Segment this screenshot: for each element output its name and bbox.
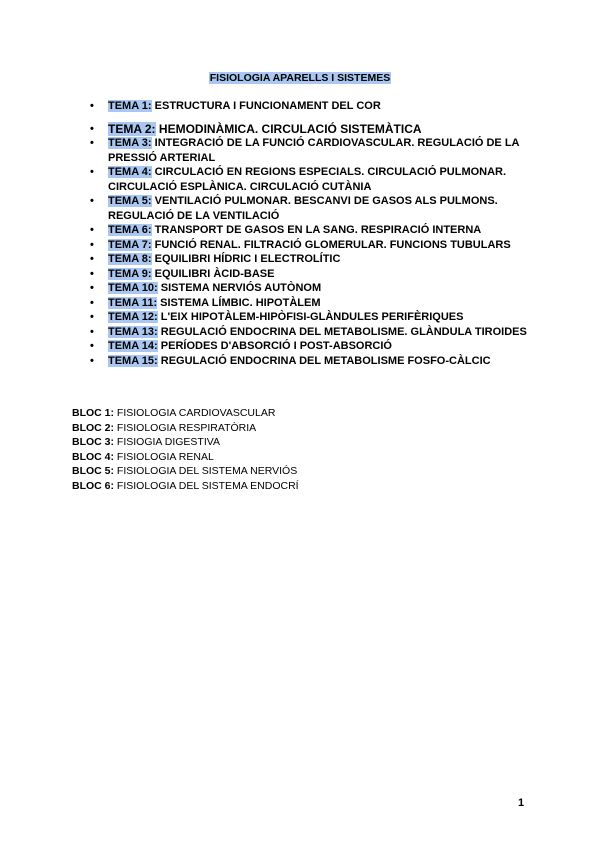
topic-text: REGULACIÓ ENDOCRINA DEL METABOLISME FOSFO-CÀLCIC — [157, 354, 491, 367]
bloc-text: FISIOGIA DIGESTIVA — [114, 436, 220, 448]
topic-tag: TEMA 6: — [108, 224, 152, 236]
topic-item — [0, 267, 532, 282]
topic-tag: TEMA 1: — [108, 100, 152, 112]
topic-text: ESTRUCTURA I FUNCIONAMENT DEL COR — [151, 100, 381, 112]
bloc-label: BLOC 3: — [72, 436, 114, 448]
bloc-item — [72, 464, 532, 479]
page-number: 1 — [518, 797, 525, 809]
topic-item — [0, 223, 532, 238]
bullet-icon: • — [90, 238, 94, 251]
bullet-icon: • — [90, 137, 94, 149]
bullet-icon: • — [90, 282, 94, 294]
bloc-item — [72, 406, 532, 421]
topic-item — [0, 296, 532, 311]
bloc-item — [72, 421, 532, 436]
topic-item — [0, 136, 532, 165]
bloc-text: FISIOLOGIA RESPIRATÒRIA — [114, 421, 257, 434]
bullet-icon: • — [90, 122, 94, 135]
document-title — [0, 72, 600, 84]
bullet-icon: • — [90, 253, 94, 265]
topic-text: EQUILIBRI ÀCID-BASE — [151, 267, 275, 280]
bloc-label: BLOC 4: — [72, 450, 114, 463]
bloc-text: FISIOLOGIA DEL SISTEMA ENDOCRÍ — [114, 479, 299, 492]
topic-text: HEMODINÀMICA. CIRCULACIÓ SISTEMÀTICA — [155, 121, 422, 136]
topic-tag: TEMA 10: — [108, 282, 158, 294]
topic-item — [0, 122, 532, 137]
topic-tag: TEMA 8: — [108, 253, 152, 265]
topic-tag: TEMA 5: — [108, 195, 152, 207]
topic-tag: TEMA 4: — [108, 166, 152, 178]
bloc-item — [72, 450, 532, 465]
bullet-icon: • — [90, 267, 94, 280]
topic-text: TRANSPORT DE GASOS EN LA SANG. RESPIRACIÓ INTERNA — [151, 224, 482, 236]
topic-tag: TEMA 14: — [108, 340, 158, 352]
bullet-icon: • — [90, 166, 94, 178]
bloc-item — [72, 479, 532, 494]
topic-item — [0, 252, 532, 267]
topic-item — [0, 325, 532, 340]
topic-tag: TEMA 7: — [108, 238, 152, 251]
bloc-label: BLOC 1: — [72, 407, 114, 419]
bullet-icon: • — [90, 325, 94, 338]
topic-item — [0, 238, 532, 253]
topic-tag: TEMA 13: — [108, 325, 158, 338]
topic-tag: TEMA 2: — [108, 121, 156, 136]
bullet-icon: • — [90, 195, 94, 207]
bloc-list — [72, 406, 532, 493]
topic-text: EQUILIBRI HÍDRIC I ELECTROLÍTIC — [151, 253, 341, 265]
bullet-icon: • — [90, 296, 94, 309]
topic-item — [0, 281, 532, 296]
bloc-text: FISIOLOGIA DEL SISTEMA NERVIÓS — [114, 465, 298, 477]
topic-item — [0, 310, 532, 325]
topic-text: CIRCULACIÓ EN REGIONS ESPECIALS. CIRCULACIÓ PULMONAR. CIRCULACIÓ ESPLÀNICA. CIRCULACIÓ CUTÀNIA — [108, 166, 507, 193]
bullet-icon: • — [90, 340, 94, 352]
bullet-icon: • — [90, 100, 94, 112]
bloc-label: BLOC 2: — [72, 421, 114, 434]
topic-text: SISTEMA NERVIÓS AUTÒNOM — [157, 282, 322, 294]
bloc-text: FISIOLOGIA CARDIOVASCULAR — [114, 407, 276, 419]
topic-text: FUNCIÓ RENAL. FILTRACIÓ GLOMERULAR. FUNCIONS TUBULARS — [151, 238, 511, 251]
topic-tag: TEMA 12: — [108, 311, 158, 323]
document-title-text: FISIOLOGIA APARELLS I SISTEMES — [209, 72, 391, 84]
bloc-text: FISIOLOGIA RENAL — [114, 450, 214, 463]
topic-text: L'EIX HIPOTÀLEM-HIPÒFISI-GLÀNDULES PERIFÈRIQUES — [157, 311, 464, 323]
topic-item — [0, 354, 532, 369]
topic-list — [0, 99, 600, 368]
topic-text: SISTEMA LÍMBIC. HIPOTÀLEM — [157, 296, 321, 309]
topic-tag: TEMA 11: — [108, 296, 158, 309]
topic-item — [0, 339, 532, 354]
topic-text: REGULACIÓ ENDOCRINA DEL METABOLISME. GLÀNDULA TIROIDES — [157, 325, 527, 338]
bullet-icon: • — [90, 354, 94, 367]
topic-text: INTEGRACIÓ DE LA FUNCIÓ CARDIOVASCULAR. REGULACIÓ DE LA PRESSIÓ ARTERIAL — [108, 137, 520, 164]
topic-tag: TEMA 3: — [108, 137, 152, 149]
bullet-icon: • — [90, 311, 94, 323]
bullet-icon: • — [90, 224, 94, 236]
topic-text: PERÍODES D'ABSORCIÓ I POST-ABSORCIÓ — [157, 340, 392, 352]
topic-tag: TEMA 9: — [108, 267, 152, 280]
topic-item — [0, 194, 532, 223]
topic-tag: TEMA 15: — [108, 354, 158, 367]
bloc-label: BLOC 6: — [72, 479, 114, 492]
bloc-item — [72, 435, 532, 450]
topic-item — [0, 165, 532, 194]
topic-text: VENTILACIÓ PULMONAR. BESCANVI DE GASOS ALS PULMONS. REGULACIÓ DE LA VENTILACIÓ — [108, 195, 498, 222]
bloc-label: BLOC 5: — [72, 465, 114, 477]
topic-item — [0, 99, 532, 114]
